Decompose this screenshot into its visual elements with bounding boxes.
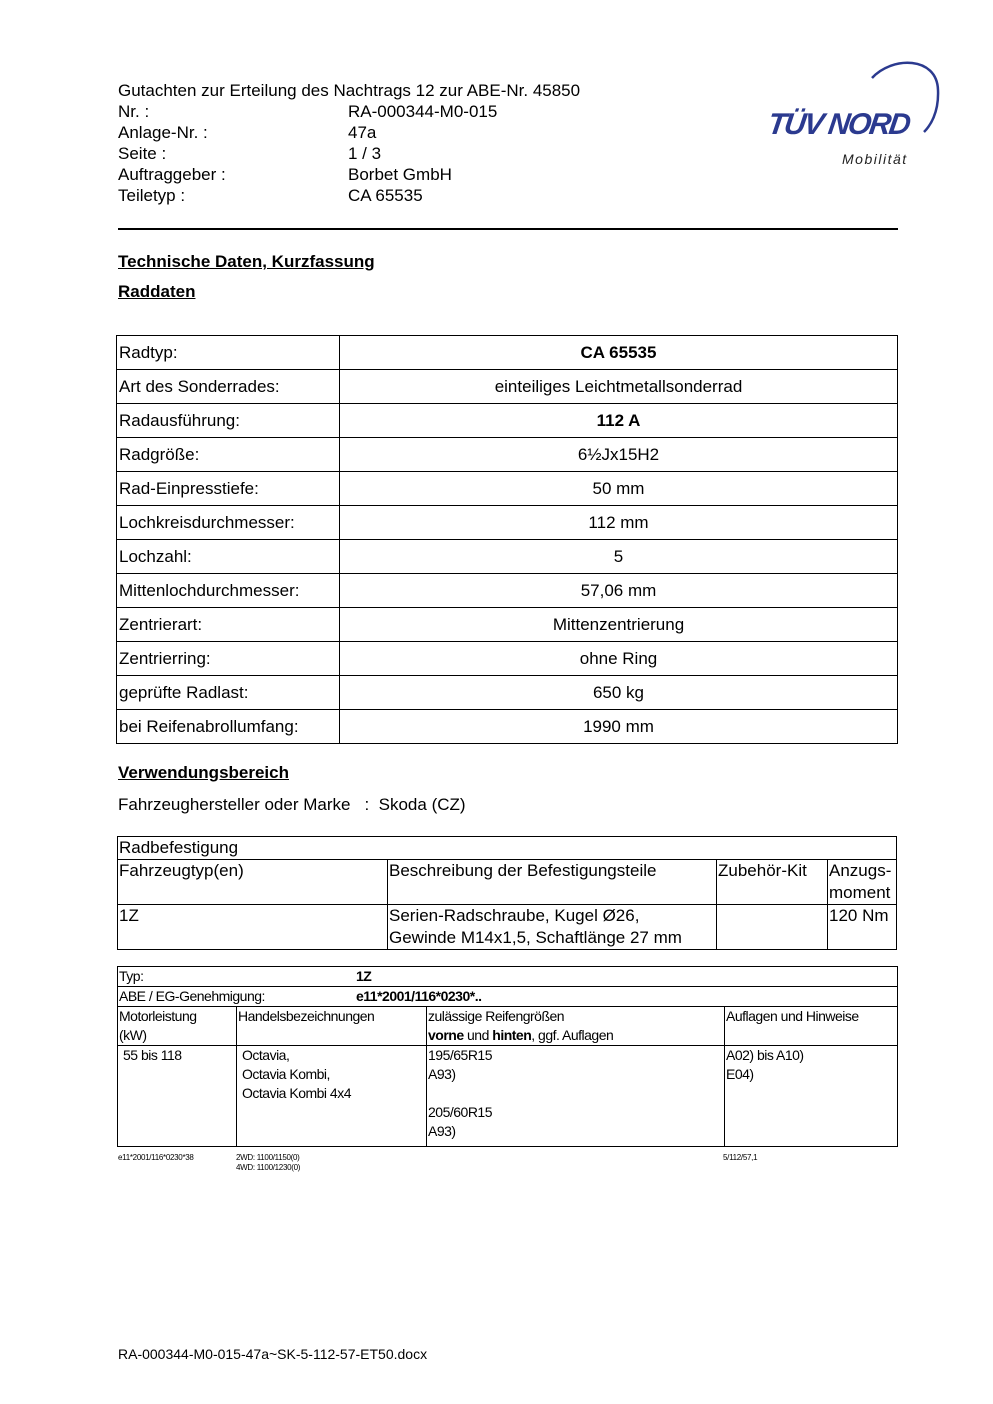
raddaten-value: einteiliges Leichtmetallsonderrad bbox=[340, 370, 898, 404]
vehicle-maker: Fahrzeughersteller oder Marke : Skoda (CZ) bbox=[118, 795, 466, 814]
cell-anzugsmoment: 120 Nm bbox=[828, 905, 897, 950]
raddaten-row bbox=[117, 676, 898, 710]
raddaten-label: Art des Sonderrades: bbox=[117, 370, 340, 404]
footnote-code: 5/112/57,1 bbox=[723, 1153, 758, 1162]
footnote-4wd: 4WD: 1100/1230(0) bbox=[236, 1163, 301, 1172]
header-divider bbox=[118, 228, 898, 230]
raddaten-value: 57,06 mm bbox=[340, 574, 898, 608]
header-field-auftraggeber: Auftraggeber : Borbet GmbH bbox=[118, 165, 452, 184]
raddaten-row bbox=[117, 472, 898, 506]
header-fahrzeugtyp: Fahrzeugtyp(en) bbox=[118, 860, 388, 905]
col-motorleistung: Motorleistung (kW) bbox=[118, 1007, 237, 1046]
raddaten-label: Radgröße: bbox=[117, 438, 340, 472]
raddaten-value: 650 kg bbox=[340, 676, 898, 710]
raddaten-label: Zentrierring: bbox=[117, 642, 340, 676]
radbefestigung-table bbox=[117, 836, 897, 950]
footer-filename: RA-000344-M0-015-47a~SK-5-112-57-ET50.docx bbox=[118, 1346, 428, 1362]
document-title: Gutachten zur Erteilung des Nachtrags 12 zur ABE-Nr. 45850 bbox=[118, 81, 581, 100]
cell-handelsbezeichnungen: Octavia, Octavia Kombi, Octavia Kombi 4x4 bbox=[237, 1046, 427, 1147]
footnote-2wd: 2WD: 1100/1150(0) bbox=[236, 1153, 300, 1162]
raddaten-row bbox=[117, 574, 898, 608]
cell-auflagen: A02) bis A10) E04) bbox=[725, 1046, 898, 1147]
raddaten-value: ohne Ring bbox=[340, 642, 898, 676]
radbefestigung-title: Radbefestigung bbox=[118, 837, 897, 860]
raddaten-row bbox=[117, 642, 898, 676]
cell-beschreibung: Serien-Radschraube, Kugel Ø26, Gewinde M14x1,5, Schaftlänge 27 mm bbox=[388, 905, 717, 950]
cell-motorleistung: 55 bis 118 bbox=[118, 1046, 237, 1147]
section-title-raddaten: Raddaten bbox=[118, 282, 196, 301]
cell-reifengroessen: 195/65R15 A93) 205/60R15 A93) bbox=[427, 1046, 725, 1147]
raddaten-row bbox=[117, 540, 898, 574]
header-zubehoer-kit: Zubehör-Kit bbox=[717, 860, 828, 905]
raddaten-label: Rad-Einpresstiefe: bbox=[117, 472, 340, 506]
header-field-nr: Nr. : RA-000344-M0-015 bbox=[118, 102, 498, 121]
header-fields bbox=[118, 101, 678, 206]
raddaten-value: 6½Jx15H2 bbox=[340, 438, 898, 472]
logo-subtitle: Mobilität bbox=[842, 151, 908, 167]
header-anzugsmoment: Anzugs- moment bbox=[828, 860, 897, 905]
raddaten-label: Radtyp: bbox=[117, 336, 340, 370]
header-field-anlage: Anlage-Nr. : 47a bbox=[118, 123, 377, 142]
cell-fahrzeugtyp: 1Z bbox=[118, 905, 388, 950]
raddaten-value: 112 A bbox=[340, 404, 898, 438]
abe-row: ABE / EG-Genehmigung: e11*2001/116*0230*.. bbox=[118, 987, 898, 1007]
raddaten-row bbox=[117, 506, 898, 540]
vehicle-table bbox=[117, 966, 898, 1147]
col-reifengroessen: zulässige Reifengrößen vorne und hinten, ggf. Auflagen bbox=[427, 1007, 725, 1046]
section-title-tech: Technische Daten, Kurzfassung bbox=[118, 252, 375, 271]
raddaten-value: CA 65535 bbox=[340, 336, 898, 370]
tuv-nord-logo: TÜV NORD bbox=[765, 108, 912, 141]
header-field-seite: Seite : 1 / 3 bbox=[118, 144, 382, 163]
raddaten-label: bei Reifenabrollumfang: bbox=[117, 710, 340, 744]
section-title-verwendung: Verwendungsbereich bbox=[118, 763, 289, 782]
footnote-abe: e11*2001/116*0230*38 bbox=[118, 1153, 194, 1162]
raddaten-label: Lochzahl: bbox=[117, 540, 340, 574]
col-auflagen: Auflagen und Hinweise bbox=[725, 1007, 898, 1046]
raddaten-row bbox=[117, 710, 898, 744]
raddaten-value: 1990 mm bbox=[340, 710, 898, 744]
raddaten-label: Mittenlochdurchmesser: bbox=[117, 574, 340, 608]
raddaten-row bbox=[117, 608, 898, 642]
raddaten-value: Mittenzentrierung bbox=[340, 608, 898, 642]
raddaten-row bbox=[117, 336, 898, 370]
raddaten-label: Radausführung: bbox=[117, 404, 340, 438]
raddaten-label: Zentrierart: bbox=[117, 608, 340, 642]
raddaten-value: 5 bbox=[340, 540, 898, 574]
typ-row: Typ: 1Z bbox=[118, 967, 898, 987]
raddaten-row bbox=[117, 370, 898, 404]
raddaten-label: Lochkreisdurchmesser: bbox=[117, 506, 340, 540]
raddaten-value: 50 mm bbox=[340, 472, 898, 506]
raddaten-value: 112 mm bbox=[340, 506, 898, 540]
col-handelsbezeichnungen: Handelsbezeichnungen bbox=[237, 1007, 427, 1046]
header-beschreibung: Beschreibung der Befestigungsteile bbox=[388, 860, 717, 905]
header-field-teiletyp: Teiletyp : CA 65535 bbox=[118, 186, 423, 205]
raddaten-table bbox=[116, 335, 898, 744]
raddaten-row bbox=[117, 404, 898, 438]
raddaten-label: geprüfte Radlast: bbox=[117, 676, 340, 710]
raddaten-row bbox=[117, 438, 898, 472]
cell-zubehoer-kit bbox=[717, 905, 828, 950]
